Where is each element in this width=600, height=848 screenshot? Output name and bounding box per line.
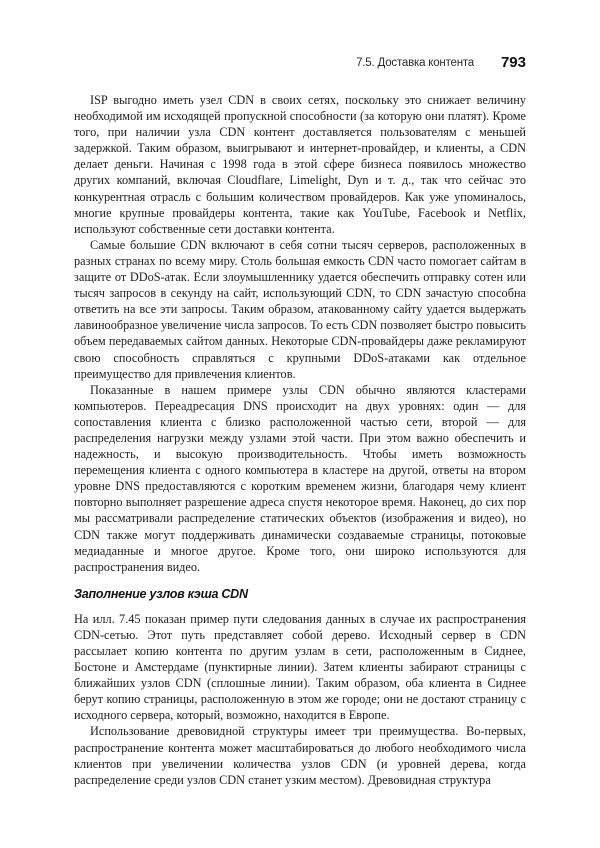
body-text xyxy=(74,92,526,788)
paragraph-tree-advantages: Использование древовидной структуры имеет три преимущества. Во-первых, распространение контента может масштабироваться до любого необходимого числа клиентов при увеличении количества узлов CDN (и уровней дерева, когда распределение среди узлов CDN станет узким местом). Древовидная структура xyxy=(74,724,526,787)
subsection-heading: Заполнение узлов кэша CDN xyxy=(74,586,248,601)
paragraph-isp-benefits: ISP выгодно иметь узел CDN в своих сетях, поскольку это снижает величину необходимой им исходящей пропускной способности (за которую они платят). Кроме того, при наличии узла CDN контент доставляется пользователям с меньшей задержкой. Таким образом, выигрывают и интернет-провайдер, и клиенты, а CDN делает деньги. Начиная с 1998 года в этой сфере бизнеса появилось множество других компаний, включая Cloudflare, Limelight, Dyn и т. д., так что сейчас это конкурентная отрасль с большим количеством провайдеров. Как уже упоминалось, многие крупные провайдеры контента, такие как YouTube, Facebook и Netflix, используют собственные сети доставки контента. xyxy=(74,93,526,236)
paragraph-cdn-ddos: Самые большие CDN включают в себя сотни тысяч серверов, расположенных в разных странах по всему миру. Столь большая емкость CDN часто помогает сайтам в защите от DDoS-атак. Если злоумышленнику удается обеспечить отправку сотен или тысяч запросов в секунду на сайт, использующий CDN, то CDN зачастую способна ответить на все эти запросы. Таким образом, атакованному сайту удается выдержать лавинообразное увеличение числа запросов. То есть CDN позволяет быстро повысить объем передаваемых сайтом данных. Некоторые CDN-провайдеры даже рекламируют свою способность справляться с крупными DDoS-атаками как отдельное преимущество для привлечения клиентов. xyxy=(74,237,526,381)
section-title: 7.5. Доставка контента xyxy=(356,57,474,69)
paragraph-cdn-tree: На илл. 7.45 показан пример пути следования данных в случае их распространения CDN-сетью. Этот путь представляет собой дерево. Исходный сервер в CDN рассылает копию контента по другим узлам в сети, расположенным в Сиднее, Бостоне и Амстердаме (пунктирные линии). Затем клиенты забирают страницы с ближайших узлов CDN (сплошные линии). Таким образом, оба клиента в Сиднее берут копию страницы, расположенную в этом же городе; они не достают страницу с исходного сервера, который, возможно, находится в Европе. xyxy=(74,611,526,723)
running-header xyxy=(74,54,526,76)
paragraph-cdn-clusters: Показанные в нашем примере узлы CDN обычно являются кластерами компьютеров. Переадресация DNS происходит на двух уровнях: один — для сопоставления клиента с близко расположенной частью сети, второй — для распределения нагрузки между узлами этой части. При этом важно обеспечить и надежность, и высокую производительность. Чтобы иметь возможность перемещения клиента с одного компьютера в кластере на другой, ответы на втором уровне DNS предоставляются с коротким временем жизни, благодаря чему клиент повторно выполняет разрешение адреса спустя некоторое время. Наконец, до сих пор мы рассматривали распределение статических объектов (изображения и видео), но CDN также могут поддерживать динамически создаваемые страницы, потоковые медиаданные и многое другое. Кроме того, они широко используются для распространения видео. xyxy=(74,382,526,574)
page-number: 793 xyxy=(500,54,526,71)
